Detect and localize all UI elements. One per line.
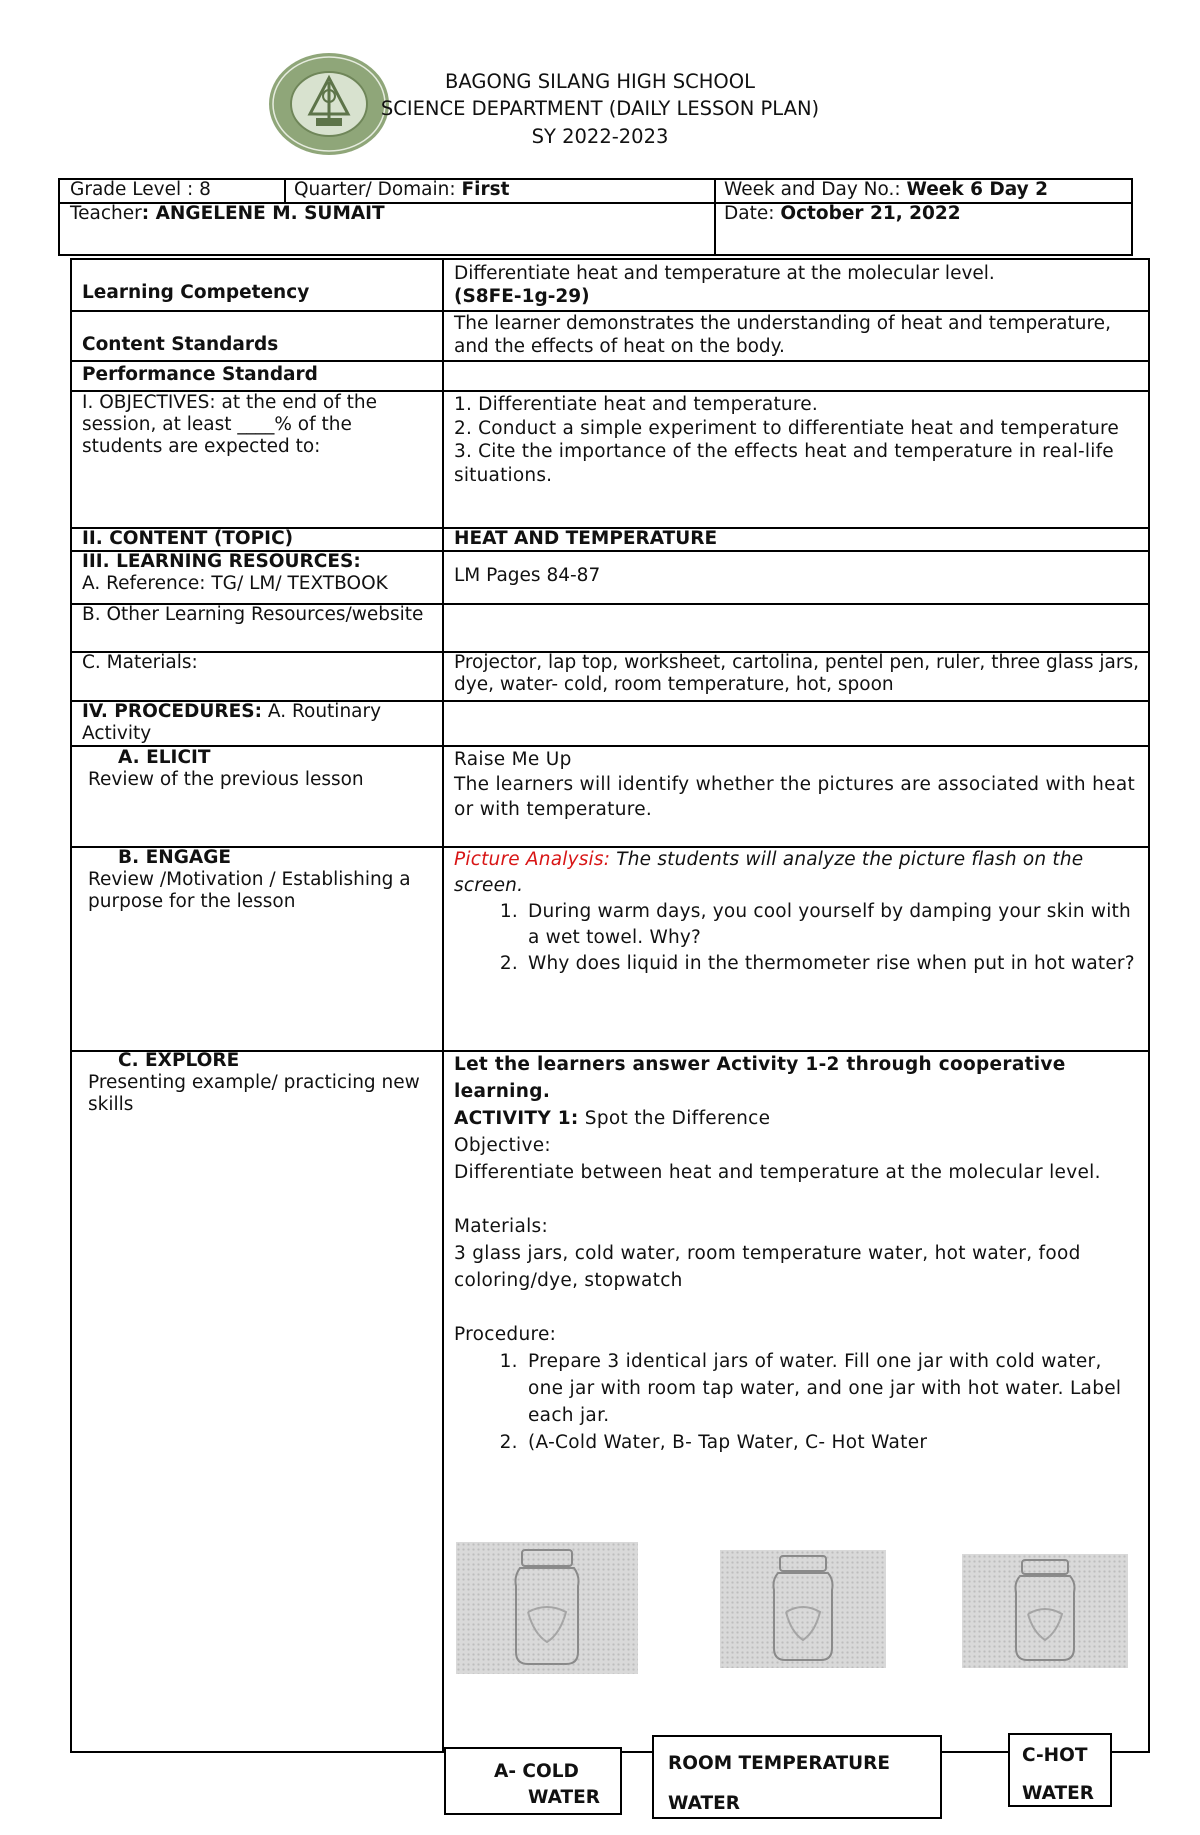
performance-standard-label: Performance Standard: [82, 364, 318, 385]
teacher: Teacher: ANGELENE M. SUMAIT: [70, 203, 385, 224]
content-topic-value: HEAT AND TEMPERATURE: [454, 528, 718, 549]
other-resources-label: B. Other Learning Resources/website: [82, 604, 424, 625]
reference-value: LM Pages 84-87: [454, 565, 601, 586]
elicit-label: A. ELICIT Review of the previous lesson: [88, 747, 364, 790]
school-name: BAGONG SILANG HIGH SCHOOL: [444, 70, 755, 93]
objectives-list: [454, 393, 1142, 487]
content-standards-label: Content Standards: [82, 334, 279, 355]
label-room-temperature-water: ROOM TEMPERATURE WATER: [652, 1735, 942, 1819]
lesson-info-table: [58, 178, 1133, 256]
procedure-step: 2. (A-Cold Water, B- Tap Water, C- Hot Water: [524, 1429, 1142, 1456]
objective-item: 3. Cite the importance of the effects heat and temperature in real-life situations.: [454, 441, 1114, 486]
procedure-step: 1. Prepare 3 identical jars of water. Fill one jar with cold water, one jar with room tap water, and one jar with hot water. Label each jar.: [524, 1348, 1142, 1429]
learning-competency-label: Learning Competency: [82, 282, 310, 303]
lesson-date: Date: October 21, 2022: [724, 203, 961, 224]
elicit-content: Raise Me Up The learners will identify whether the pictures are associated with heat or with temperature.: [454, 749, 1136, 820]
jar-image-cold: [456, 1542, 638, 1674]
content-topic-label: II. CONTENT (TOPIC): [82, 528, 294, 549]
objective-item: 1. Differentiate heat and temperature.: [454, 394, 818, 415]
jar-image-hot: [962, 1554, 1128, 1668]
department-title: SCIENCE DEPARTMENT (DAILY LESSON PLAN): [380, 97, 820, 120]
school-year: SY 2022-2023: [531, 125, 669, 148]
engage-label: B. ENGAGE Review /Motivation / Establishing a purpose for the lesson: [88, 847, 411, 912]
materials-value: Projector, lap top, worksheet, cartolina, pentel pen, ruler, three glass jars, dye, water- cold, room temperature, hot, spoon: [454, 652, 1139, 695]
learning-resources-label: III. LEARNING RESOURCES: A. Reference: TG/ LM/ TEXTBOOK: [82, 551, 388, 594]
engage-question: 2. Why does liquid in the thermometer rise when put in hot water?: [524, 951, 1142, 977]
grade-level: Grade Level : 8: [70, 179, 211, 200]
engage-question: 1. During warm days, you cool yourself by damping your skin with a wet towel. Why?: [524, 899, 1142, 951]
explore-content: Let the learners answer Activity 1-2 through cooperative learning. ACTIVITY 1: Spot the Difference Objective: Differentiate between heat and temperature at the molecular level. Materials: 3 glass jars, cold water, room temperature water, hot water, food coloring/dye, stopwatch Procedure: 1. Prepare 3 identical jars of water. Fill one jar with cold water, one jar with room tap water, and one jar with hot water. Label each jar. 2. (A-Cold Water, B- Tap Water, C- Hot Water: [454, 1051, 1142, 1456]
lesson-plan-table: [70, 258, 1150, 1753]
explore-label: C. EXPLORE Presenting example/ practicing new skills: [88, 1050, 420, 1115]
materials-label: C. Materials:: [82, 652, 198, 673]
content-standards-value: The learner demonstrates the understanding of heat and temperature, and the effects of heat on the body.: [454, 313, 1111, 357]
label-cold-water: A- COLD WATER: [444, 1747, 622, 1815]
engage-content: Picture Analysis: The students will analyze the picture flash on the screen. 1. During warm days, you cool yourself by damping your skin with a wet towel. Why? 2. Why does liquid in the thermometer rise when put in hot water?: [454, 847, 1142, 977]
label-hot-water: C-HOT WATER: [1008, 1733, 1112, 1807]
objectives-label: I. OBJECTIVES: at the end of the session, at least ____% of the students are expected to:: [82, 392, 378, 457]
learning-competency-value: Differentiate heat and temperature at the molecular level. (S8FE-1g-29): [454, 263, 995, 307]
jar-image-room: [720, 1550, 886, 1668]
objective-item: 2. Conduct a simple experiment to differentiate heat and temperature: [454, 417, 1120, 439]
quarter-domain: Quarter/ Domain: First: [294, 179, 510, 200]
procedures-label: IV. PROCEDURES: A. Routinary Activity: [82, 701, 382, 744]
week-day: Week and Day No.: Week 6 Day 2: [724, 179, 1049, 200]
